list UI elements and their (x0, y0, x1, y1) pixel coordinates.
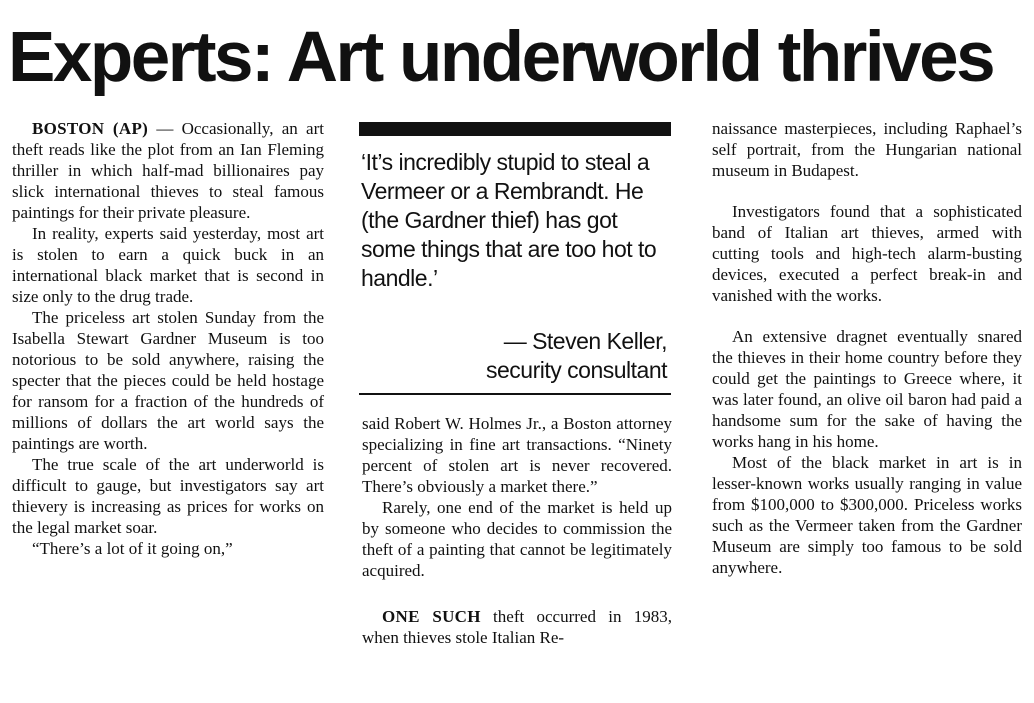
article-column-3 (712, 118, 1022, 578)
paragraph: The priceless art stolen Sunday from the Isabella Stewart Gardner Museum is too notorious to be sold anywhere, raising the specter that the pieces could be held hostage for ransom for a fraction of the hundreds of millions of dollars the art world says the paintings are worth. (12, 308, 324, 453)
paragraph: Rarely, one end of the market is held up by someone who decides to commission the theft of a painting that cannot be legitimately acquired. (362, 498, 672, 580)
paragraph: The true scale of the art underworld is difficult to gauge, but investigators say art thievery is increasing as prices for works on the legal market soar. (12, 455, 324, 537)
pullquote-attribution (361, 327, 667, 385)
paragraph: said Robert W. Holmes Jr., a Boston attorney specializing in fine art transactions. “Ninety percent of stolen art is never recovered. There’s obviously a market there.” (362, 414, 672, 496)
dateline: BOSTON (AP) (32, 119, 149, 138)
paragraph (12, 118, 324, 223)
paragraph (362, 606, 672, 648)
paragraph: naissance masterpieces, including Raphael’s self portrait, from the Hungarian national museum in Budapest. (712, 119, 1022, 180)
paragraph: “There’s a lot of it going on,” (32, 539, 233, 558)
article-column-1 (12, 118, 324, 559)
paragraph: Investigators found that a sophisticated band of Italian art thieves, armed with cutting tools and high-tech alarm-busting devices, executed a perfect break-in and vanished with the works. (712, 202, 1022, 305)
pullquote-speaker-title: security consultant (486, 357, 667, 383)
pullquote-text: ‘It’s incredibly stupid to steal a Vermeer or a Rembrandt. He (the Gardner thief) has got some things that are too hot to handle.’ (361, 149, 657, 291)
article-column-2 (362, 413, 672, 648)
section-lead-in: ONE SUCH (382, 607, 481, 626)
paragraph: An extensive dragnet eventually snared the thieves in their home country before they could get the paintings to Greece where, it was later found, an olive oil baron had paid a handsome sum for the sake of having the works hang in his home. (712, 327, 1022, 451)
pullquote-speaker: — Steven Keller, (503, 328, 667, 354)
headline: Experts: Art underworld thrives (8, 18, 994, 97)
paragraph-text: theft occurred in 1983, when thieves stole Italian Re- (362, 607, 672, 647)
paragraph-text: — Occasionally, an art theft reads like the plot from an Ian Fleming thriller in which half-mad billionaires pay slick international thieves to steal famous paintings for their private pleasure. (12, 119, 324, 222)
paragraph: Most of the black market in art is in lesser-known works usually ranging in value from $100,000 to $300,000. Priceless works such as the Vermeer taken from the Gardner Museum are simply too famous to be sold anywhere. (712, 453, 1022, 577)
pullquote-top-bar (359, 122, 671, 136)
pullquote-bottom-rule (359, 393, 671, 395)
paragraph: In reality, experts said yesterday, most art is stolen to earn a quick buck in an international black market that is second in size only to the drug trade. (12, 224, 324, 306)
